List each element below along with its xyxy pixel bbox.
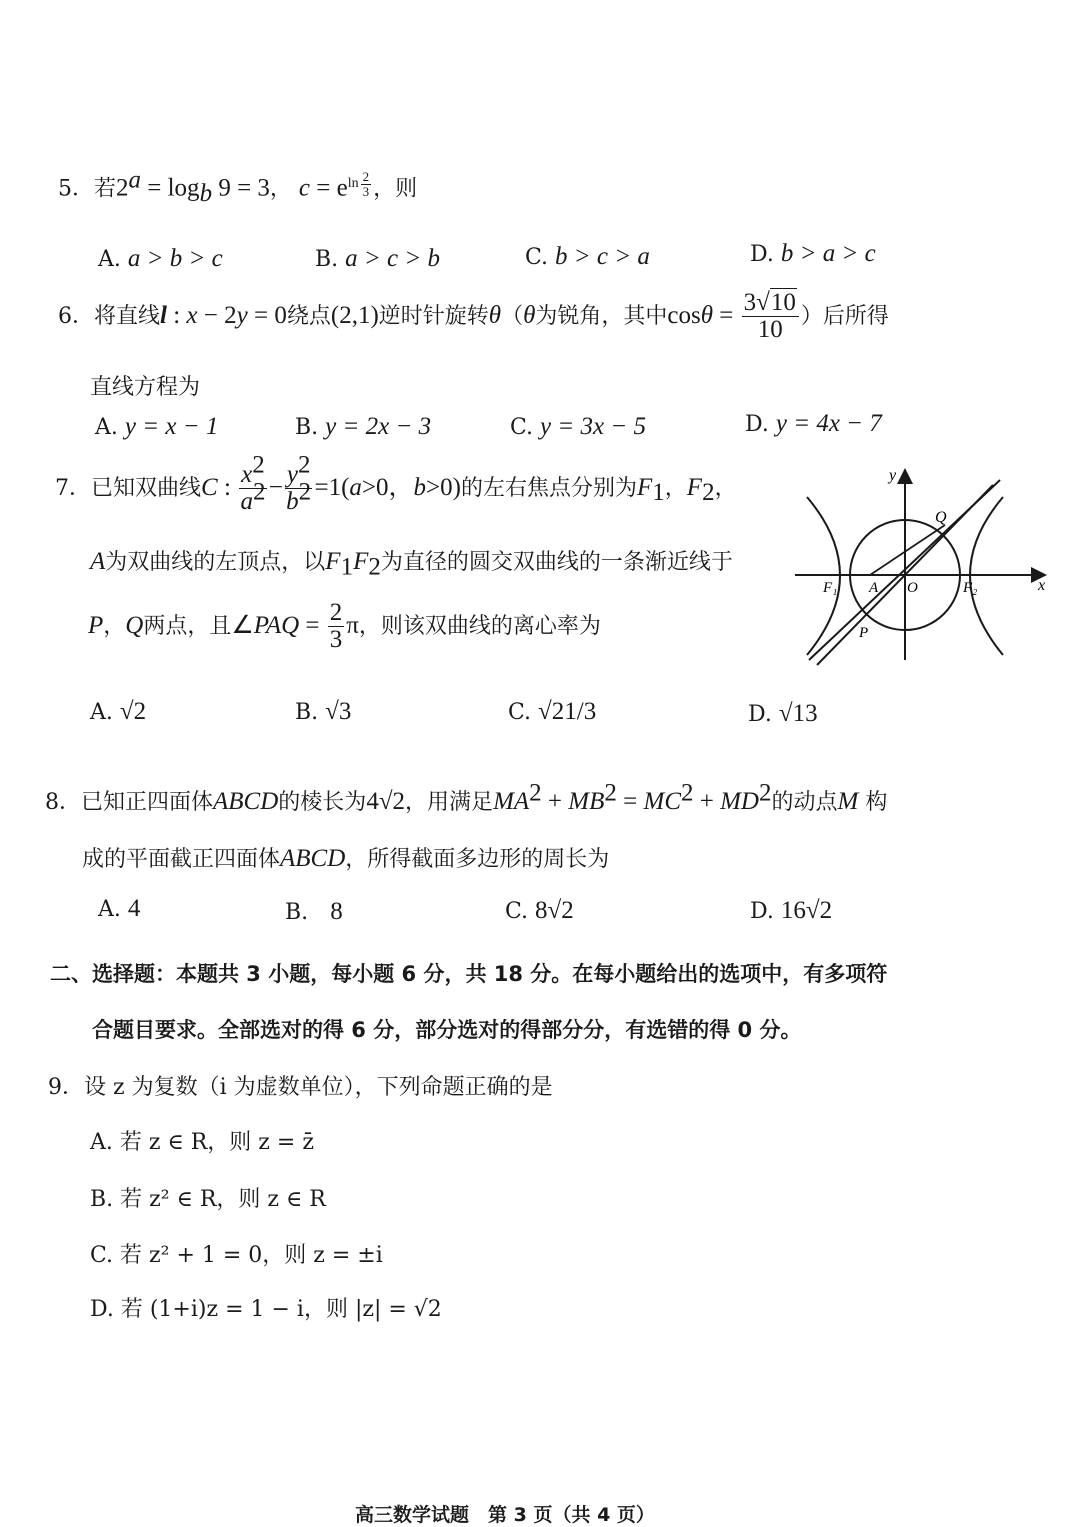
q7-option-a: A. √2 [90,698,147,725]
q6-stem: 6．将直线l : x − 2y = 0绕点(2,1)逆时针旋转θ（θ为锐角，其中cosθ = $\frac{3√10}{10}$ ）后所得 [58,289,889,344]
q7-stem-line3: P，Q两点，且∠PAQ = $\frac{2}{3}$ π，则该双曲线的离心率为 [88,599,601,654]
q5-option-a: A. a > b > c [98,245,223,272]
label-p: P [859,625,869,641]
q5-option-b: B. a > c > b [315,245,441,272]
q9-stem: 9．设 z 为复数（i 为虚数单位），下列命题正确的是 [48,1075,553,1100]
q6-option-a: A. y = x − 1 [95,413,219,440]
label-y: y [889,467,897,484]
q7-option-c: C. √21/3 [508,698,597,725]
label-a: A [869,580,879,596]
q7-option-b: B. √3 [295,698,352,725]
q8-option-d: D. 16√2 [750,897,833,924]
q9-option-c: C. 若 z² + 1 = 0，则 z = ±i [90,1243,383,1268]
q8-option-b: B. 8 [285,898,343,925]
label-o: O [907,580,918,596]
q6-option-b: B. y = 2x − 3 [295,413,432,440]
label-q: Q [935,509,947,526]
q6-stem-line2: 直线方程为 [90,375,201,400]
q7-option-d: D. √13 [748,700,818,727]
label-f1: F₁ [823,580,838,596]
q8-option-a: A. 4 [98,895,141,922]
q5-stem: 5．若$2^a = \log_b 9 = 3$， $c = e^{ln \frac{2}{3}}$ ，则 [58,166,418,208]
q9-option-a: A. 若 z ∈ R，则 z = z̄ [90,1130,314,1155]
q6-option-d: D. y = 4x − 7 [745,410,882,437]
label-f2: F₂ [963,580,978,596]
section-2-heading: 二、选择题：本题共 3 小题，每小题 6 分，共 18 分。在每小题给出的选项中，有多项符 [50,962,888,986]
q8-option-c: C. 8√2 [505,897,574,924]
q5-option-c: C. b > c > a [525,243,650,270]
q8-stem-line2: 成的平面截正四面体ABCD，所得截面多边形的周长为 [82,845,610,872]
q5-option-d: D. b > a > c [750,240,876,267]
hyperbola-diagram [795,462,1055,667]
label-x: x [1038,577,1046,594]
page-footer: 高三数学试题 第 3 页（共 4 页） [355,1504,655,1526]
q6-option-c: C. y = 3x − 5 [510,413,646,440]
q7-stem: 7．已知双曲线C : $\frac{x^2}{a^2}$ − $\frac{y^2}{b^2}$ =1(a>0，b>0)的左右焦点分别为$F_1$，$F_2$， [55,451,737,516]
q5-number: 5． [58,176,94,202]
q9-option-d: D. 若 (1+i)z = 1 − i，则 |z| = √2 [90,1297,442,1322]
q9-option-b: B. 若 z² ∈ R，则 z ∈ R [90,1187,326,1212]
q7-stem-line2: A为双曲线的左顶点，以$F_1F_2$为直径的圆交双曲线的一条渐近线于 [90,548,733,581]
section-2-instructions: 合题目要求。全部选对的得 6 分，部分选对的得部分分，有选错的得 0 分。 [92,1018,802,1042]
q8-stem: 8．已知正四面体ABCD的棱长为4√2，用满足$MA^2 + MB^2 = MC^2 + MD^2$的动点M 构 [45,779,888,815]
